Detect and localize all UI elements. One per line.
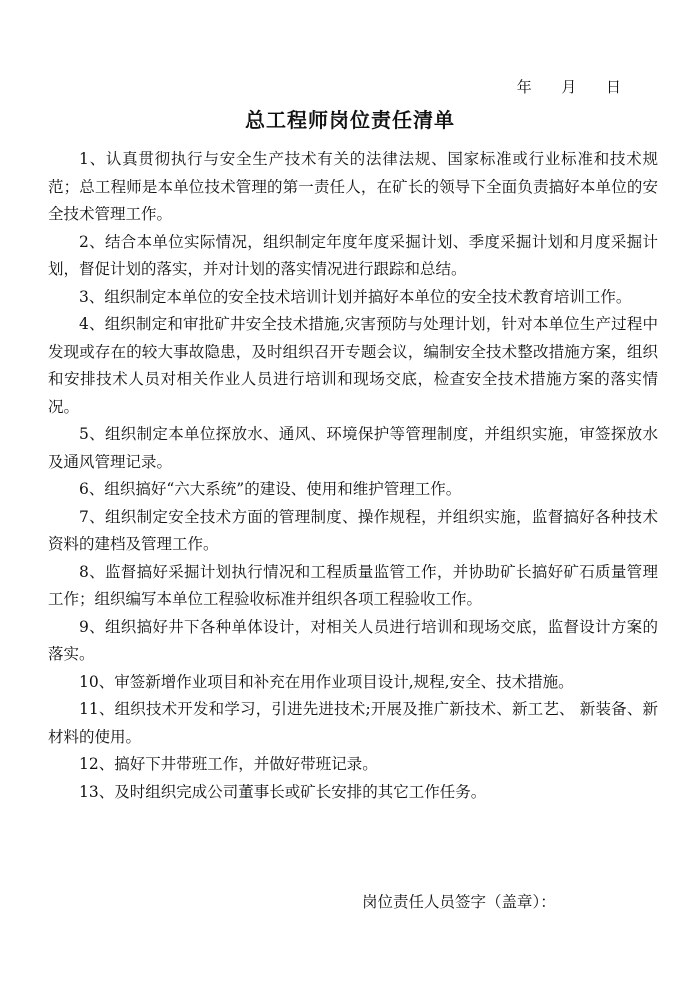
list-item: 5、组织制定本单位探放水、通风、环境保护等管理制度，并组织实施，审签探放水及通风管理记录。: [48, 425, 658, 471]
date-day-label: 日: [605, 78, 621, 96]
date-month-label: 月: [561, 78, 577, 96]
signature-line: 岗位责任人员签字（盖章）：: [362, 893, 556, 911]
date-year-label: 年: [516, 78, 532, 96]
list-item: 10、审签新增作业项目和补充在用作业项目设计,规程,安全、技术措施。: [79, 672, 574, 691]
list-item: 9、组织搞好井下各种单体设计，对相关人员进行培训和现场交底，监督设计方案的落实。: [48, 617, 658, 663]
list-item: 4、组织制定和审批矿井安全技术措施,灾害预防与处理计划，针对本单位生产过程中发现或存在的较大事故隐患，及时组织召开专题会议，编制安全技术整改措施方案，组织和安排技术人员对相关作业人员进行培训和现场交底，检查安全技术措施方案的落实情况。: [48, 315, 658, 416]
document-title: 总工程师岗位责任清单: [245, 108, 455, 132]
list-item: 2、结合本单位实际情况，组织制定年度年度采掘计划、季度采掘计划和月度采掘计划，督促计划的落实，并对计划的落实情况进行跟踪和总结。: [48, 232, 658, 278]
list-item: 3、组织制定本单位的安全技术培训计划并搞好本单位的安全技术教育培训工作。: [79, 287, 632, 306]
list-item: 6、组织搞好“六大系统”的建设、使用和维护管理工作。: [79, 480, 462, 498]
list-item: 7、组织制定安全技术方面的管理制度、操作规程，并组织实施，监督搞好各种技术资料的建档及管理工作。: [48, 507, 658, 553]
list-item: 1、认真贯彻执行与安全生产技术有关的法律法规、国家标准或行业标准和技术规范；总工程师是本单位技术管理的第一责任人，在矿长的领导下全面负责搞好本单位的安全技术管理工作。: [48, 150, 658, 223]
list-item: 11、组织技术开发和学习，引进先进技术;开展及推广新技术、新工艺、 新装备、新材料的使用。: [48, 700, 658, 746]
responsibility-list: [48, 146, 658, 806]
list-item: 12、搞好下井带班工作，并做好带班记录。: [79, 755, 378, 773]
list-item: 13、及时组织完成公司董事长或矿长安排的其它工作任务。: [79, 782, 487, 801]
list-item: 8、监督搞好采掘计划执行情况和工程质量监管工作，并协助矿长搞好矿石质量管理工作；组织编写本单位工程验收标准并组织各项工程验收工作。: [48, 562, 658, 608]
date-line: [492, 76, 621, 97]
